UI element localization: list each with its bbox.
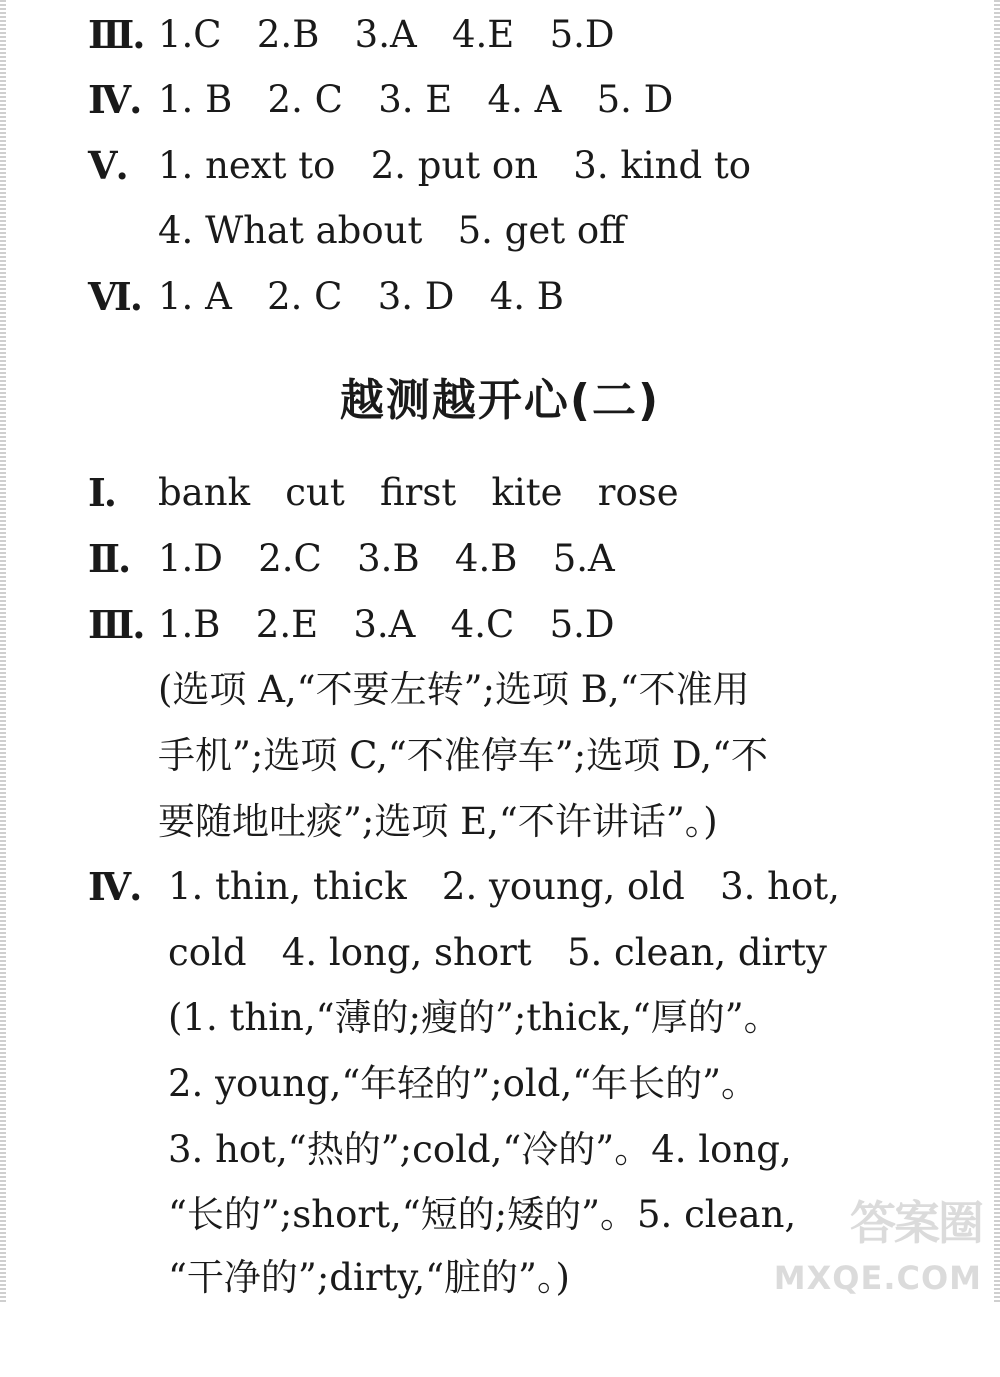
answer-text: 1.B 2.E 3.A 4.C 5.D (158, 603, 615, 646)
answer-text: 1.C 2.B 3.A 4.E 5.D (158, 13, 615, 56)
section-title: 越测越开心(二) (339, 375, 661, 426)
answer-text: 1. next to 2. put on 3. kind to (158, 144, 752, 187)
roman-numeral: Ⅱ. (88, 536, 130, 581)
section-line-iii-note-2 (0, 723, 1000, 789)
section-line-i (0, 460, 1000, 526)
answer-text: 手机”;选项 C,“不准停车”;选项 D,“不 (158, 734, 768, 777)
watermark-logo: 答案圈 (850, 1196, 982, 1250)
section-line-iv-note-3 (0, 1117, 1000, 1183)
answer-text: bank cut first kite rose (158, 471, 679, 514)
answer-text: 1. B 2. C 3. E 4. A 5. D (158, 78, 674, 121)
section-line-ii (0, 526, 1000, 592)
section-line-iii-note-1 (0, 657, 1000, 723)
answer-text: “干净的”;dirty,“脏的”。) (168, 1256, 570, 1299)
answer-text: 1. thin, thick 2. young, old 3. hot, (168, 865, 840, 908)
answer-line-v-cont (0, 198, 1000, 264)
roman-numeral: Ⅴ. (88, 143, 127, 188)
watermark (773, 1187, 988, 1297)
answer-text: (1. thin,“薄的;瘦的”;thick,“厚的”。 (168, 996, 781, 1039)
answer-line-vi (0, 264, 1000, 330)
roman-numeral: Ⅳ. (88, 864, 141, 909)
section-line-iii (0, 592, 1000, 658)
section-line-iv-note-1 (0, 985, 1000, 1051)
roman-numeral: Ⅰ. (88, 470, 116, 515)
answer-text: 3. hot,“热的”;cold,“冷的”。4. long, (168, 1128, 792, 1171)
answer-line-iv-top (0, 67, 1000, 133)
roman-numeral: Ⅲ. (88, 12, 144, 57)
roman-numeral: Ⅵ. (88, 274, 141, 319)
answer-text: 4. What about 5. get off (158, 209, 626, 252)
answer-text: 要随地吐痰”;选项 E,“不许讲话”。) (158, 800, 718, 843)
answer-line-v (0, 133, 1000, 199)
answer-text: 1.D 2.C 3.B 4.B 5.A (158, 537, 615, 580)
section-line-iii-note-3 (0, 789, 1000, 855)
watermark-url: MXQE.COM (773, 1259, 982, 1297)
answer-line-iii-top (0, 2, 1000, 68)
roman-numeral: Ⅲ. (88, 602, 144, 647)
answer-text: 2. young,“年轻的”;old,“年长的”。 (168, 1062, 759, 1105)
section-line-iv-cont (0, 920, 1000, 986)
answer-text: (选项 A,“不要左转”;选项 B,“不准用 (158, 668, 750, 711)
answer-text: “长的”;short,“短的;矮的”。5. clean, (168, 1193, 797, 1236)
answer-text: 1. A 2. C 3. D 4. B (158, 275, 564, 318)
answer-text: cold 4. long, short 5. clean, dirty (168, 931, 827, 974)
section-line-iv-note-2 (0, 1051, 1000, 1117)
section-line-iv (0, 854, 1000, 920)
roman-numeral: Ⅳ. (88, 77, 141, 122)
